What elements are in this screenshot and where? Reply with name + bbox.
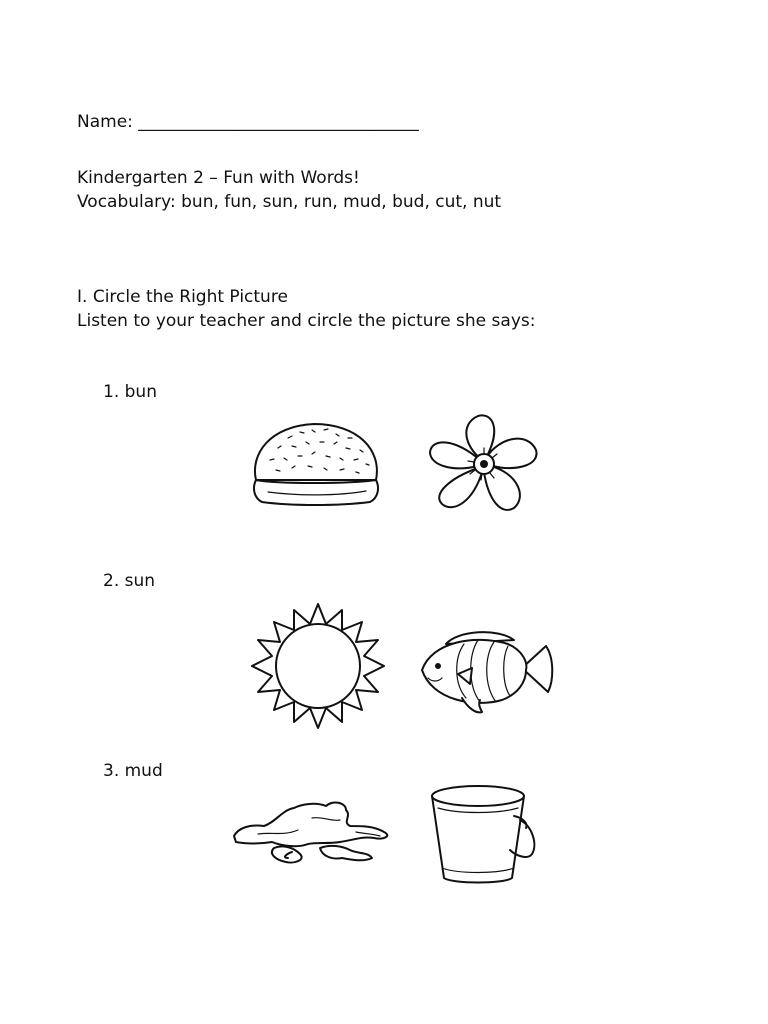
vocabulary-list: Vocabulary: bun, fun, sun, run, mud, bud, cut, nut [77,192,502,212]
bucket-icon[interactable] [428,780,540,888]
item-label-mud: 3. mud [103,761,163,781]
section-heading: I. Circle the Right Picture [77,287,288,307]
bun-icon[interactable] [248,418,384,510]
section-instruction: Listen to your teacher and circle the picture she says: [77,311,536,331]
item-label-bun: 1. bun [103,382,157,402]
fish-icon[interactable] [418,624,556,716]
flower-icon[interactable] [424,410,542,518]
worksheet-title: Kindergarten 2 – Fun with Words! [77,168,360,188]
name-line[interactable]: Name: _________________________________ [77,112,419,132]
item-label-sun: 2. sun [103,571,156,591]
sun-icon[interactable] [250,602,386,732]
mud-puddle-icon[interactable] [228,796,394,870]
